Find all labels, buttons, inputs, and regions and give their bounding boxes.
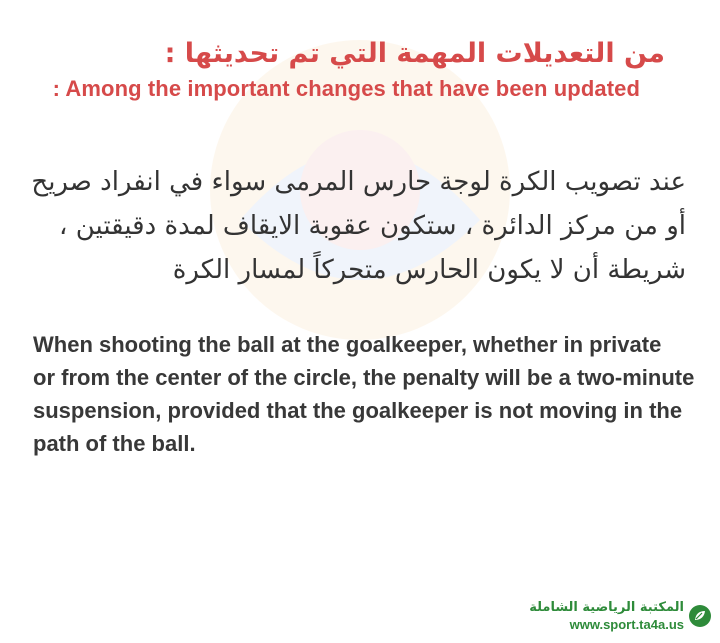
footer-site-name: المكتبة الرياضية الشاملة [529,600,684,615]
heading-arabic: من التعديلات المهمة التي تم تحديثها : [164,38,665,69]
english-line: When shooting the ball at the goalkeeper, whether in private [33,332,662,357]
arabic-line: شريطة أن لا يكون الحارس متحركاً لمسار الكرة [172,255,686,285]
heading-english: : Among the important changes that have been updated [52,76,640,101]
arabic-paragraph [31,160,686,292]
arabic-line: أو من مركز الدائرة ، ستكون عقوبة الايقاف لمدة دقيقتين ، [59,211,686,241]
footer-url[interactable]: www.sport.ta4a.us [569,617,684,632]
english-paragraph [33,328,693,460]
english-line: path of the ball. [33,431,196,456]
footer-branding [529,599,712,633]
footer-text [529,599,684,633]
leaf-logo-icon [688,604,712,628]
english-line: suspension, provided that the goalkeeper is not moving in the [33,398,683,423]
arabic-line: عند تصويب الكرة لوجة حارس المرمى سواء في انفراد صريح [31,167,686,197]
english-line: or from the center of the circle, the penalty will be a two-minute [33,365,695,390]
